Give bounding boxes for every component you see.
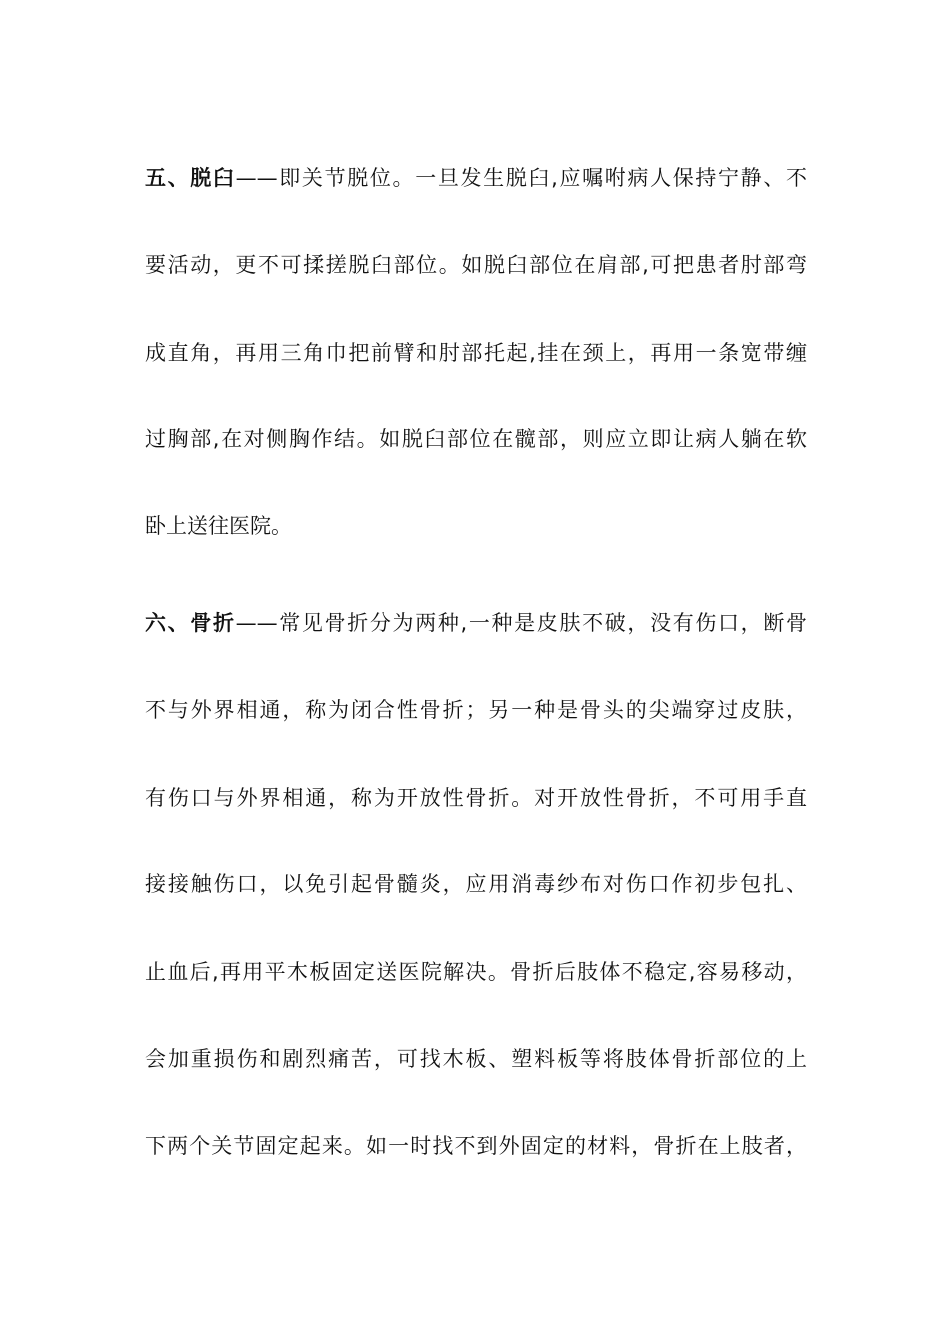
paragraph-line: 要活动，更不可揉搓脱臼部位。如脱臼部位在肩部,可把患者肘部弯 (145, 253, 807, 277)
paragraph-line: 会加重损伤和剧烈痛苦，可找木板、塑料板等将肢体骨折部位的上 (145, 1047, 807, 1071)
paragraph-line: 过胸部,在对侧胸作结。如脱臼部位在髋部，则应立即让病人躺在软 (145, 427, 807, 451)
paragraph-line: 接接触伤口，以免引起骨髓炎，应用消毒纱布对伤口作初步包扎、 (145, 872, 807, 896)
paragraph-line (145, 163, 807, 193)
section-heading-dislocation: 五、脱臼 (145, 166, 236, 190)
paragraph-text: ——常见骨折分为两种,一种是皮肤不破，没有伤口，断骨 (235, 611, 807, 635)
paragraph-line: 成直角，再用三角巾把前臂和肘部托起,挂在颈上，再用一条宽带缠 (145, 341, 807, 365)
paragraph-text: ——即关节脱位。一旦发生脱臼,应嘱咐病人保持宁静、不 (235, 166, 807, 190)
paragraph-line: 有伤口与外界相通，称为开放性骨折。对开放性骨折，不可用手直 (145, 786, 807, 810)
paragraph-line (145, 608, 807, 638)
paragraph-line: 止血后,再用平木板固定送医院解决。骨折后肢体不稳定,容易移动， (145, 960, 807, 984)
paragraph-line: 卧上送往医院。 (145, 514, 292, 538)
paragraph-line: 不与外界相通，称为闭合性骨折；另一种是骨头的尖端穿过皮肤， (145, 698, 807, 722)
section-heading-fracture: 六、骨折 (145, 611, 236, 635)
paragraph-line: 下两个关节固定起来。如一时找不到外固定的材料，骨折在上肢者， (145, 1134, 807, 1158)
